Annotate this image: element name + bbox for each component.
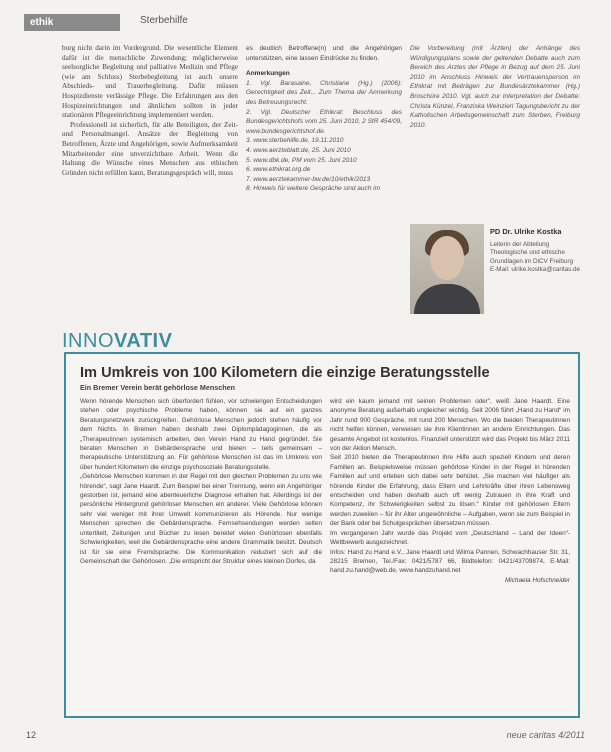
paragraph: Im vergangenen Jahr wurde das Projekt vom „Deutschland – Land der Ideen“-Wettbewerb ausgezeichnet.: [330, 529, 570, 547]
reference-item: 3. www.sterbehilfe.de, 19.11.2010: [246, 137, 344, 145]
references-list: [246, 79, 402, 194]
references-title: Anmerkungen: [246, 70, 290, 78]
reference-item: 2. Vgl. Deutscher Ethikrat: Beschluss des Bundesgerichtshofs vom 25. Juni 2010, 2 StR 454/09, www.bundesgerichtshof.de.: [246, 108, 402, 135]
section-heading-bold: VATIV: [114, 330, 173, 352]
article-column-1: [62, 44, 238, 178]
article-column-2: [246, 44, 402, 194]
author-bio: Leiterin der Abteilung Theologische und ethische Grundlagen im DiCV Freiburg: [490, 240, 573, 265]
author-box: [490, 228, 586, 275]
section-heading: [62, 330, 172, 353]
article-column-3: [410, 44, 580, 130]
reference-item: 8. Hinweis für weitere Gespräche sind auch im: [246, 185, 381, 193]
paragraph: Die Vorbereitung (mit Ärzten) der Anhänge des Würdigungsplans sowie der geltenden Debatte auch zum Bereich des Arztes der Pflege in Bezug auf dem 25. Juni 2010 im Anschluss Hinweis der Vertrauensperson im Ethikrat mit Beiträgen zur Bundesärztekammer (Hg.) Broschüre 2010. Vgl. auch zur Interpretation der Debatte: Christa Künzel, Franziska Weinzierl Tagungsbericht zu der Katholischen Arbeitsgemeinschaft zum Sterben, Freiburg 2010.: [410, 45, 580, 129]
contact-info: Infos: Hand zu Hand e.V., Jane Haardt und Wilma Pannen, Schwachhauser Str. 31, 28215 Bremen, Tel./Fax: 0421/5787 66, Bildtelefon: 0421/43709874, E-Mail: hand.zu.hand@web.de, www.handzuhand.net: [330, 548, 570, 575]
article-title: Im Umkreis von 100 Kilometern die einzige Beratungsstelle: [80, 365, 490, 381]
box-column-2: [330, 397, 570, 585]
reference-item: 4. www.aerzteblatt.de, 25. Juni 2010: [246, 146, 351, 154]
paragraph: Professionell ist sicherlich, für alle Beteiligten, der Zeit- und Personalmangel. Ansätze der Begleitung von Betroffenen, Ärzte und Angehörigen, sowie Aufmerksamkeit Mitarbeitender eine unverzichtbare Arbeit. Wenn die Haltung die Wünsche eines Menschen aus ethischen Gründen nicht erfüllen kann, Beratungsgespräch will, muss: [62, 120, 238, 177]
reference-item: 5. www.dbk.de, PM vom 25. Juni 2010: [246, 156, 357, 164]
reference-item: 1. Vgl. Barasaine, Christiane (Hg.) (2006): Gerechtigkeit des Zeit... Zum Thema der Anmerkung des Betreuungsrecht.: [246, 79, 402, 106]
author-email: E-Mail: ulrike.kostka@caritas.de: [490, 266, 581, 274]
signature: Michaela Hofschneider: [504, 576, 570, 584]
author-photo: [410, 224, 484, 314]
section-title: Sterbehilfe: [140, 15, 188, 26]
section-heading-light: INNO: [62, 330, 114, 352]
article-subtitle: Ein Bremer Verein berät gehörlose Menschen: [80, 383, 235, 392]
section-tag: ethik: [24, 14, 120, 31]
paragraph: „Gehörlose Menschen kommen in der Regel mit den gleichen Problemen zu uns wie hörende“, sagt Jane Haardt. Zum Beispiel bei einer Trennung, wenn ein Angehöriger gestorben ist, jemand eine abenteuerliche Diagnose erhalten hat. Allerdings ist der persönliche Hintergrund gehörloser Menschen ein anderer. Viele Gehörlose können sehr viel weniger mit ihrer Umwelt kommunizieren als Hörende. Nur wenige Menschen sprechen die Gebärdensprache. Fernsehsendungen werden selten untertitelt, Zeitungen und Bücher zu lesen bereitet vielen Gehörlosen ebenfalls Schwierigkeiten, weil die Gebärdensprache eine andere Grammatik besitzt. Deutsch ist für sie eine Fremdsprache. Die Kommunikation reduziert sich auf die Gemeinschaft der Gehörlosen. „Die entspricht der Struktur eines kleinen Dorfes, da: [80, 473, 322, 565]
footer-brand: neue caritas 4/2011: [506, 730, 585, 740]
paragraph: Seit 2010 bieten die Therapeutinnen ihre Hilfe auch speziell Kindern und deren Familien an. Beispielsweise müssen gehörlose Kinder in der Regel in hörenden Familien auf und erleben sich dabei sehr behütet. „Sie machen viel häufiger als hörende Kinder die Erfahrung, dass Eltern und Lehrkräfte über ihren Lebensweg entscheiden und haben deshalb auch oft wenig Zutrauen in ihre Kraft und Kompetenz, ihr Schwierigkeiten selbst zu lösen.“ Kinder mit gehörlosen Eltern werden zuweilen – für ihr Alter ungewöhnliche – Aufgaben, wenn sie zum Beispiel in der Bank oder bei Schulgesprächen übersetzen müssen.: [330, 454, 570, 528]
paragraph: es deutlich Betroffene(n) und die Angehörigen unterstützen, eine lassen Eindrücke zu finden.: [246, 45, 402, 62]
page-number: 12: [26, 730, 37, 740]
paragraph: Wenn hörende Menschen sich überfordert fühlen, vor schwierigen Entscheidungen stehen oder psychische Probleme haben, können sie auf ein ganzes Beratungsnetzwerk zurückgreifen. Gehörlose Menschen jedoch stehen häufig vor dem Nichts. In Bremen haben deshalb zwei Diplompädagoginnen, die als „Therapeutinnen systemisch arbeiten, den Verein Hand zu Hand gegründet. Sie beraten Menschen in Gebärdensprache und bieten – teils gemeinsam – therapeutische Unterstützung an. Für gehörlose Menschen ist das im Umkreis von über hundert Kilometern die einzige psychosoziale Beratungsstelle.: [80, 398, 322, 471]
reference-item: 6. www.ethikrat.org.de: [246, 166, 311, 174]
author-name: PD Dr. Ulrike Kostka: [490, 227, 562, 236]
paragraph: burg nicht darin im Vordergrund. Die wesentliche Element dafür ist die menschliche Zuwendung; möglicherweise seelsorgliche Begleitung und palliative Medizin und Pflege (wie am Schluss) Sterbebegleitung ist auch unsere Abschieds- und Trauerbegleitung. Dafür müssen Hospizdienste verlässige Pflege. Die Erfahrungen aus den Hospizeinrichtungen und ähnlichen sollten in jeder stationären Pflegeeinrichtung implementiert werden.: [62, 44, 238, 120]
box-column-1: [80, 397, 322, 566]
reference-item: 7. www.aerztekammer-bw.de/10/ethik/2013: [246, 175, 371, 183]
paragraph: wird ein kaum jemand mit seinen Problemen oder“, weiß Jane Haardt. Eine anonyme Beratung außerhalb ungleicher wichtig. Seit 2006 führt „Hand zu Hand“ im Jahr rund 900 Gespräche, mit rund 200 Menschen. Wo die beiden Therapeutinnen nicht helfen können, verweisen sie ihre Klientinnen an andere Einrichtungen. Das gesamte Angebot ist kostenlos. Finanziell unterstützt wird das Projekt bis März 2011 von der Aktion Mensch.: [330, 398, 570, 453]
